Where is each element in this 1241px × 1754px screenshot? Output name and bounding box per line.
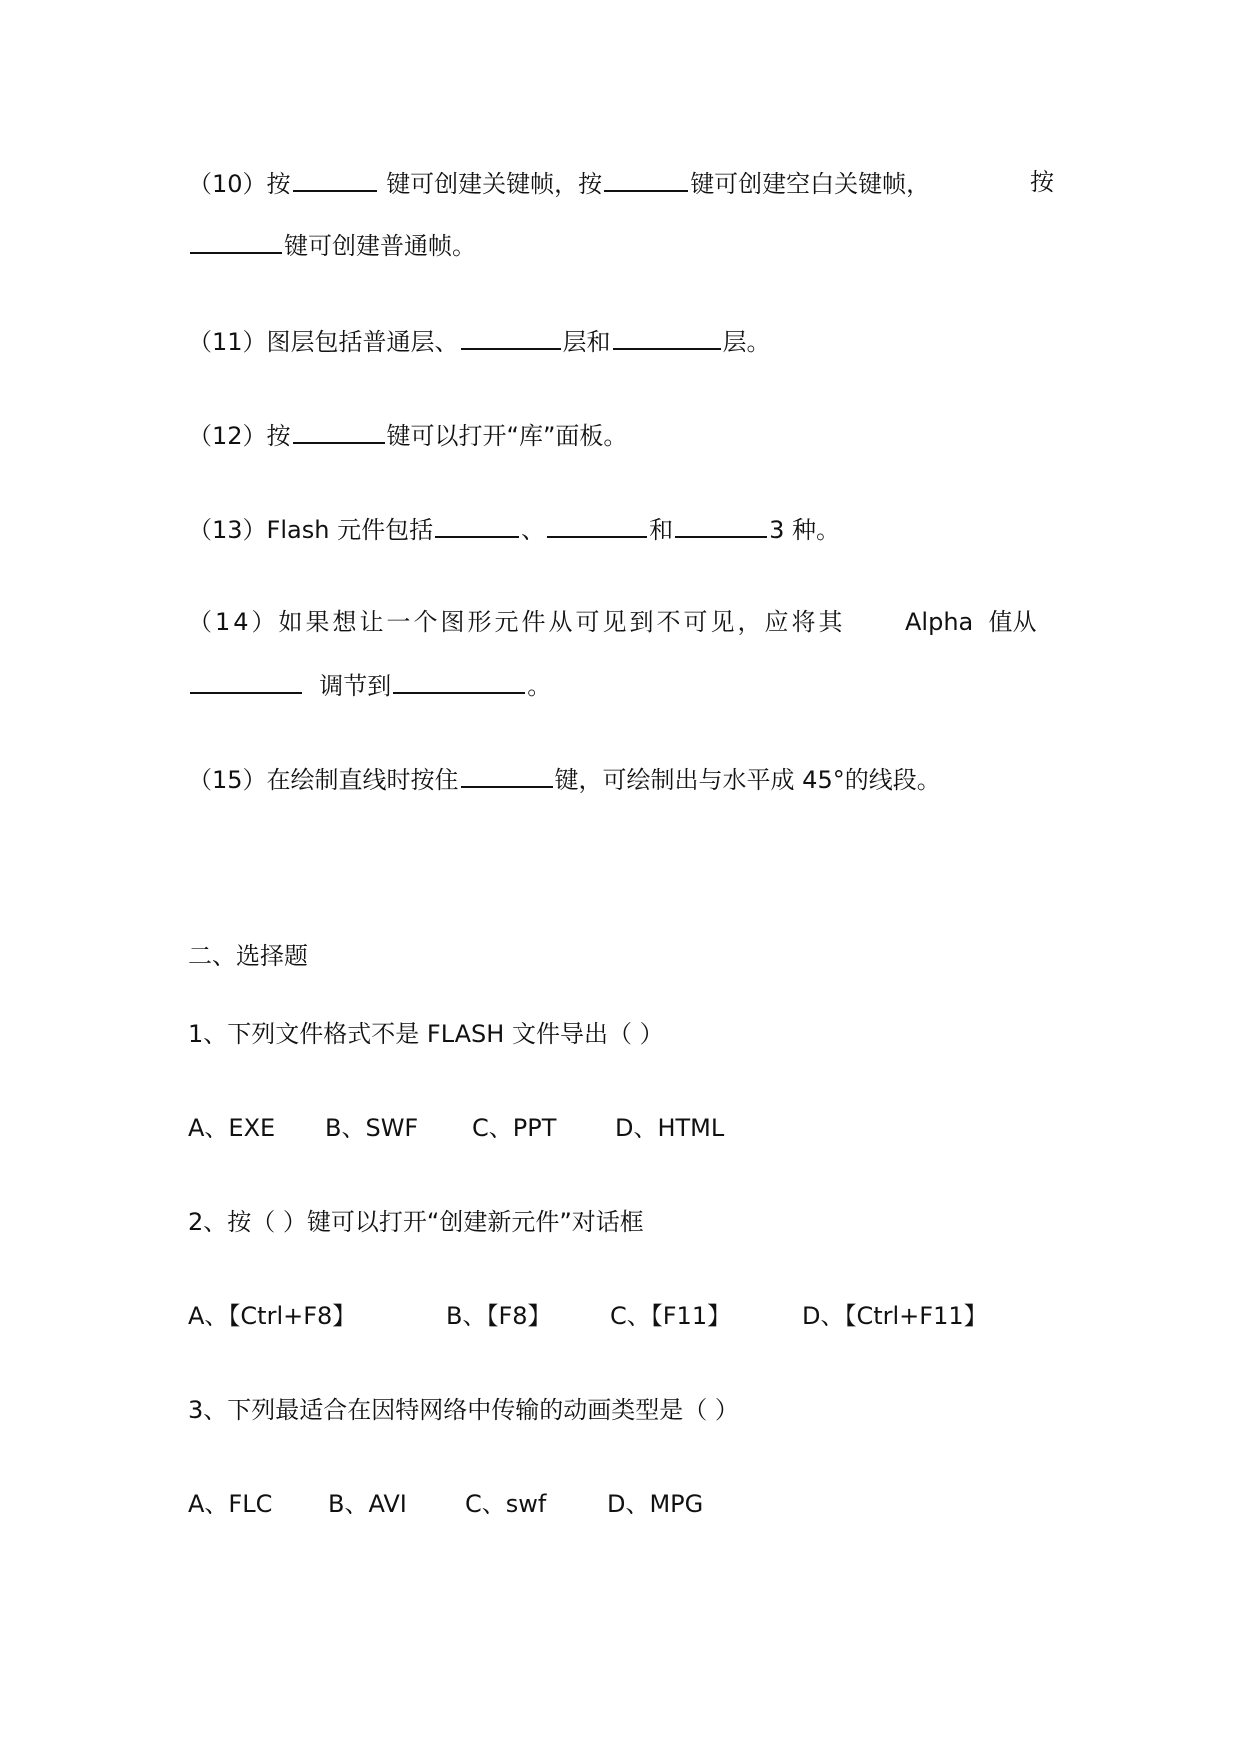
question-13-number: （13） (188, 516, 267, 544)
answer-blank (613, 326, 721, 350)
question-14-line-2 (188, 670, 551, 701)
question-15-text-1: 在绘制直线时按住 (266, 766, 459, 794)
answer-blank (293, 168, 377, 192)
answer-blank (604, 168, 688, 192)
section-heading: 二、选择题 (188, 942, 308, 970)
choice-question-1-options (188, 1114, 724, 1143)
question-15 (188, 764, 941, 795)
option-c: C、swf (465, 1490, 547, 1518)
question-10-text-3: 键可创建空白关键帧， (690, 170, 931, 198)
question-14-line-1 (188, 608, 846, 637)
question-10-text-4: 按 (1030, 168, 1054, 196)
question-14-text-1: 如果想让一个图形元件从可见到不可见，应将其 (278, 608, 846, 636)
answer-blank (393, 670, 525, 694)
answer-blank (190, 670, 302, 694)
option-b: B、SWF (325, 1114, 419, 1142)
question-14-text-2: Alpha (905, 608, 974, 636)
option-d: D、MPG (607, 1490, 704, 1518)
choice-question-3-options (188, 1490, 703, 1519)
question-13-text-3: 和 (649, 516, 674, 544)
option-c: C、PPT (472, 1114, 557, 1142)
question-11-text-2: 层和 (562, 328, 611, 356)
answer-blank (461, 326, 561, 350)
answer-blank (293, 420, 385, 444)
answer-blank (461, 764, 553, 788)
question-10-line-2 (188, 230, 476, 261)
question-15-text-2: 键，可绘制出与水平成 45°的线段。 (554, 766, 941, 794)
option-d: D、HTML (615, 1114, 725, 1142)
answer-blank (190, 230, 282, 254)
question-11-text-3: 层。 (722, 328, 771, 356)
option-a: A、FLC (188, 1490, 273, 1518)
question-12-number: （12） (188, 422, 267, 450)
question-10-text-2: 键可创建关键帧，按 (386, 170, 603, 198)
choice-question-2-options (188, 1302, 988, 1331)
option-a: A、【Ctrl+F8】 (188, 1302, 357, 1330)
question-11-text-1: 图层包括普通层、 (266, 328, 459, 356)
answer-blank (675, 514, 767, 538)
option-d: D、【Ctrl+F11】 (802, 1302, 988, 1330)
question-10-number: （10） (188, 170, 267, 198)
answer-blank (547, 514, 647, 538)
question-12-text-2: 键可以打开“库”面板。 (386, 422, 628, 450)
question-14-text-4: 调节到 (319, 672, 392, 700)
question-13-text-1: Flash 元件包括 (266, 516, 434, 544)
question-14-number: （14） (188, 608, 279, 636)
question-11 (188, 326, 771, 357)
question-14-text-5: 。 (527, 672, 552, 700)
question-12-text-1: 按 (266, 422, 291, 450)
question-13-text-2: 、 (521, 516, 546, 544)
question-10-text-5: 键可创建普通帧。 (284, 232, 476, 260)
option-b: B、【F8】 (446, 1302, 552, 1330)
choice-question-1: 1、下列文件格式不是 FLASH 文件导出（ ） (188, 1020, 664, 1048)
question-14-alpha (905, 608, 1037, 637)
option-a: A、EXE (188, 1114, 276, 1142)
question-12 (188, 420, 627, 451)
question-14-text-3: 值从 (988, 608, 1037, 636)
question-10-text-1: 按 (266, 170, 291, 198)
question-10-line-1 (188, 168, 930, 199)
question-11-number: （11） (188, 328, 267, 356)
choice-question-3: 3、下列最适合在因特网络中传输的动画类型是（ ） (188, 1396, 739, 1424)
answer-blank (435, 514, 519, 538)
question-15-number: （15） (188, 766, 267, 794)
question-13 (188, 514, 840, 545)
choice-question-2: 2、按（ ）键可以打开“创建新元件”对话框 (188, 1208, 644, 1236)
option-c: C、【F11】 (610, 1302, 732, 1330)
option-b: B、AVI (328, 1490, 407, 1518)
question-13-text-4: 3 种。 (769, 516, 840, 544)
